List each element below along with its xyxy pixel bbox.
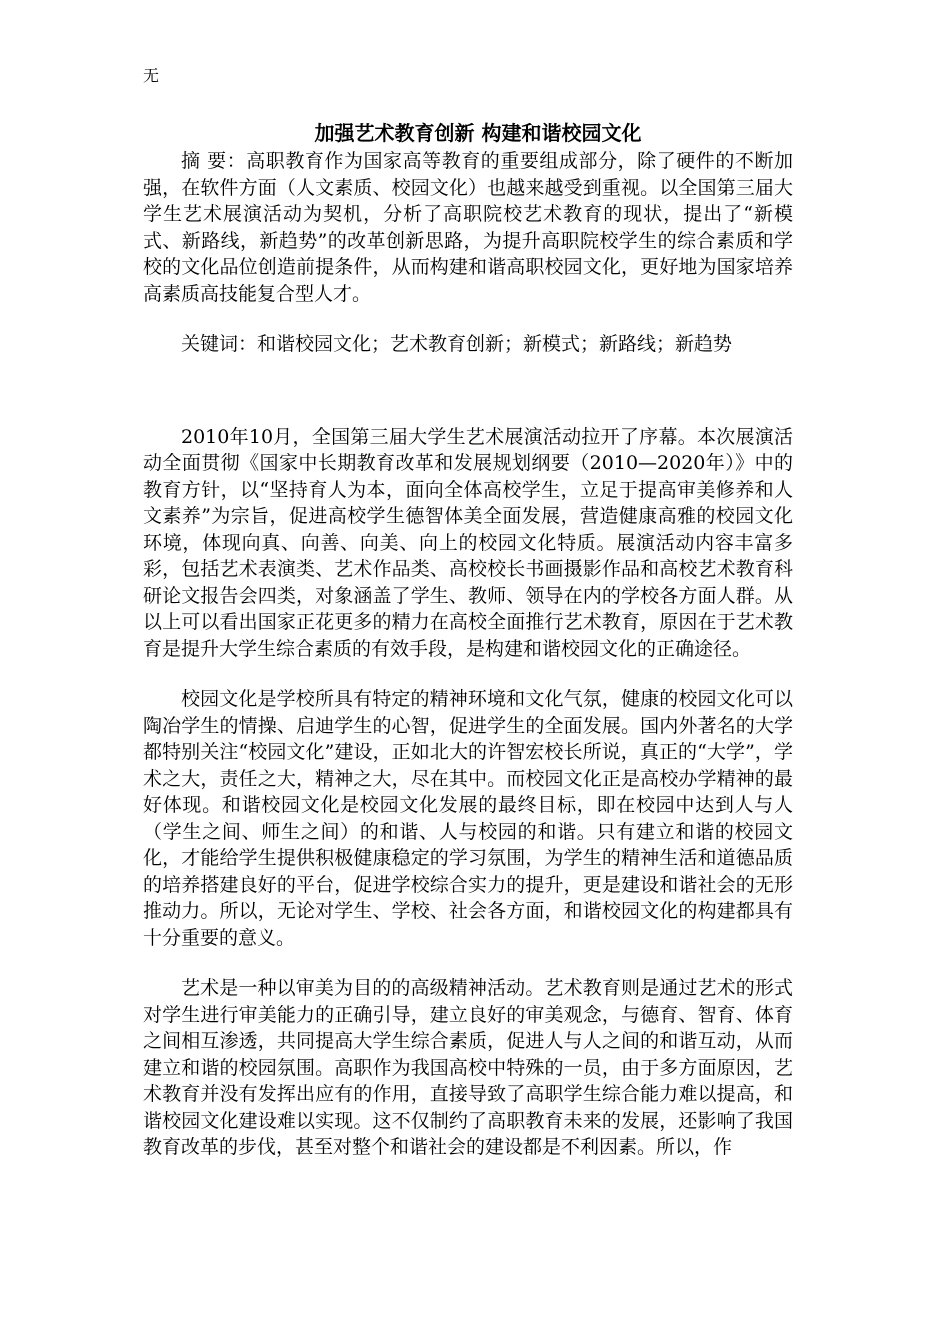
body-paragraph-1: 2010年10月，全国第三届大学生艺术展演活动拉开了序幕。本次展演活动全面贯彻《国家中长期教育改革和发展规划纲要（2010—2020年）》中的教育方针，以“坚持育人为本，面向全体高校学生，立足于提高审美修养和人文素养”为宗旨，促进高校学生德智体美全面发展，营造健康高雅的校园文化环境，体现向真、向善、向美、向上的校园文化特质。展演活动内容丰富多彩，包括艺术表演类、艺术作品类、高校校长书画摄影作品和高校艺术教育科研论文报告会四类，对象涵盖了学生、教师、领导在内的学校各方面人群。从以上可以看出国家正花更多的精力在高校全面推行艺术教育，原因在于艺术教育是提升大学生综合素质的有效手段，是构建和谐校园文化的正确途径。 bbox=[143, 425, 793, 660]
body-paragraph-2: 校园文化是学校所具有特定的精神环境和文化气氛，健康的校园文化可以陶冶学生的情操、启迪学生的心智，促进学生的全面发展。国内外著名的大学都特别关注“校园文化”建设，正如北大的许智宏校长所说，真正的“大学”，学术之大，责任之大，精神之大，尽在其中。而校园文化正是高校办学精神的最好体现。和谐校园文化是校园文化发展的最终目标，即在校园中达到人与人（学生之间、师生之间）的和谐、人与校园的和谐。只有建立和谐的校园文化，才能给学生提供积极健康稳定的学习氛围，为学生的精神生活和道德品质的培养搭建良好的平台，促进学校综合实力的提升，更是建设和谐社会的无形推动力。所以，无论对学生、学校、社会各方面，和谐校园文化的构建都具有十分重要的意义。 bbox=[143, 688, 793, 949]
keywords-line: 关键词：和谐校园文化；艺术教育创新；新模式；新路线；新趋势 bbox=[181, 333, 733, 355]
abstract-paragraph: 摘 要：高职教育作为国家高等教育的重要组成部分，除了硬件的不断加强，在软件方面（人文素质、校园文化）也越来越受到重视。以全国第三届大学生艺术展演活动为契机，分析了高职院校艺术教育的现状，提出了“新模式、新路线，新趋势”的改革创新思路，为提升高职院校学生的综合素质和学校的文化品位创造前提条件，从而构建和谐高职校园文化，更好地为国家培养高素质高技能复合型人才。 bbox=[143, 150, 793, 305]
document-title: 加强艺术教育创新 构建和谐校园文化 bbox=[314, 121, 642, 145]
body-paragraph-3: 艺术是一种以审美为目的的高级精神活动。艺术教育则是通过艺术的形式对学生进行审美能力的正确引导，建立良好的审美观念，与德育、智育、体育之间相互渗透，共同提高大学生综合素质，促进人与人之间的和谐互动，从而建立和谐的校园氛围。高职作为我国高校中特殊的一员，由于多方面原因，艺术教育并没有发挥出应有的作用，直接导致了高职学生综合能力难以提高，和谐校园文化建设难以实现。这不仅制约了高职教育未来的发展，还影响了我国教育改革的步伐，甚至对整个和谐社会的建设都是不利因素。所以，作 bbox=[143, 977, 793, 1158]
header-mark: 无 bbox=[143, 66, 160, 85]
document-body bbox=[143, 118, 793, 1161]
